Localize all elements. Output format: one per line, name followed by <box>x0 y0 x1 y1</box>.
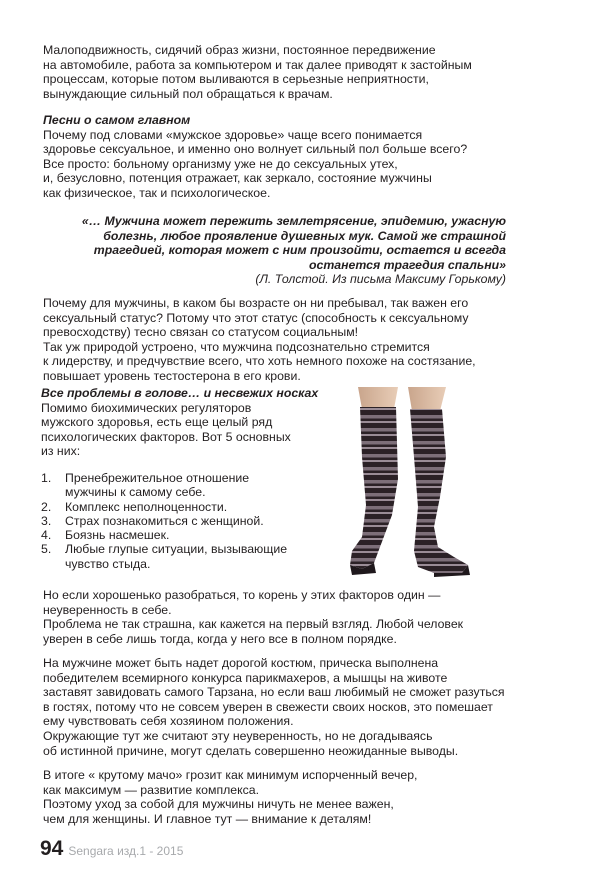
factors-list <box>41 471 287 571</box>
section-heading: Песни о самом главном <box>43 113 191 127</box>
list-item: 1. Пренебрежительное отношение мужчины к самому себе. <box>41 471 250 500</box>
section-songs: Песни о самом главном Почему под словами «мужское здоровье» чаще всего понимается здоровье сексуальное, и именно оно волнует сильный пол больше всего? Все просто: больному организму уже не до сексуальных утех, и, безусловно, потенция отражает, как зеркало, состояние мужчины как физическое, так и психологическое. <box>43 113 468 200</box>
intro-paragraph: Малоподвижность, сидячий образ жизни, постоянное передвижение на автомобиле, работа за компьютером и так далее приводят к застойным процессам, которые потом выливаются в серьезные неприятности, вынуждающие сильный пол обращаться к врачам. <box>43 43 472 101</box>
page-footer <box>40 837 183 861</box>
list-item: 5. Любые глупые ситуации, вызывающие чувство стыда. <box>41 542 288 571</box>
status-paragraph: Почему для мужчины, в каком бы возрасте он ни пребывал, так важен его сексуальный статус? Потому что этот статус (способность к сексуальному превосходству) тесно связан со статусом социальным! Так уж природой устроено, что мужчина подсознательно стремится к лидерству, и предчувствие всего, что хоть немного похоже на состязание, повышает уровень тестостерона в его крови. <box>43 296 476 383</box>
list-item: 3. Страх познакомиться с женщиной. <box>41 513 264 528</box>
striped-socks-image <box>322 387 470 577</box>
conclusion-paragraph: В итоге « крутому мачо» грозит как минимум испорченный вечер, как максимум — развитие комплекса. Поэтому уход за собой для мужчины ничуть не менее важен, чем для женщины. И главное тут — внимание к деталям! <box>43 768 418 826</box>
insecurity-paragraph: Но если хорошенько разобраться, то корень у этих факторов один — неуверенность в себе. Проблема не так страшна, как кажется на первый взгляд. Любой человек уверен в себе лишь тогда, когда у него все в полном порядке. <box>43 588 464 646</box>
page-number: 94 <box>40 837 64 860</box>
quote-source: (Л. Толстой. Из письма Максиму Горькому) <box>255 272 506 287</box>
section-problems: Все проблемы в голове… и несвежих носках Помимо биохимических регуляторов мужского здоровья, есть еще целый ряд психологических факторов. Вот 5 основных из них: <box>41 386 319 459</box>
costume-paragraph: На мужчине может быть надет дорогой костюм, прическа выполнена победителем всемирного конкурса парикмахеров, а мышцы на животе заставят завидовать самого Тарзана, но если ваш любимый не сможет разуться в гостях, потому что не совсем уверен в свежести своих носков, это помешает ему чувствовать себя хозяином положения. Окружающие тут же считают эту неуверенность, но не догадываясь об истинной причине, могут сделать совершенно неожиданные выводы. <box>43 656 505 758</box>
publication-info: Sengara изд.1 - 2015 <box>68 844 184 858</box>
list-item: 4. Боязнь насмешек. <box>41 528 170 543</box>
section-heading: Все проблемы в голове… и несвежих носках <box>41 386 319 400</box>
tolstoy-quote: «… Мужчина может пережить землетрясение, эпидемию, ужасную болезнь, любое проявление душевных мук. Самой же страшной трагедией, которая может с ним произойти, остается и всегда останется трагедия спальни» (Л. Толстой. Из письма Максиму Горькому) <box>81 214 506 287</box>
list-item: 2. Комплекс неполноценности. <box>41 499 228 514</box>
